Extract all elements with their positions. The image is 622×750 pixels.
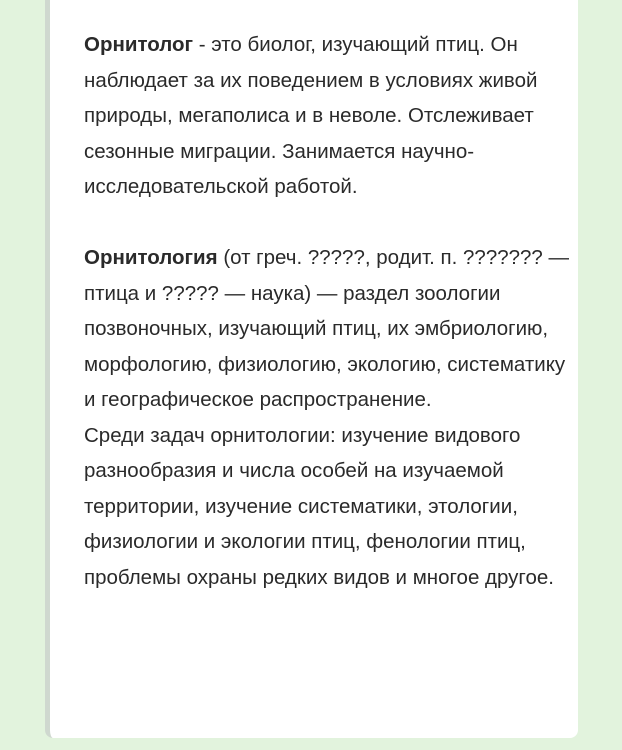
ornithologist-definition xyxy=(84,27,574,205)
article-body xyxy=(84,27,574,595)
ornithologist-term: Орнитолог xyxy=(84,33,194,56)
ornithologist-text: - это биолог, изучающий птиц. Он наблюдает за их поведением в условиях живой природы, мегаполиса и в неволе. Отслеживает сезонные миграции. Занимается научно-исследовательской работой. xyxy=(84,33,538,198)
ornithology-tasks: Среди задач орнитологии: изучение видового разнообразия и числа особей на изучаемой территории, изучение систематики, этологии, физиологии и экологии птиц, фенологии птиц, проблемы охраны редких видов и многое другое. xyxy=(84,423,554,589)
ornithology-text: (от греч. ?????, родит. п. ??????? — птица и ????? — наука) — раздел зоологии позвоночных, изучающий птиц, их эмбриологию, морфологию, физиологию, экологию, систематику и географическое распространение. xyxy=(84,246,570,411)
ornithology-definition xyxy=(84,240,574,418)
article-card xyxy=(45,0,578,738)
ornithology-term: Орнитология xyxy=(84,246,218,269)
